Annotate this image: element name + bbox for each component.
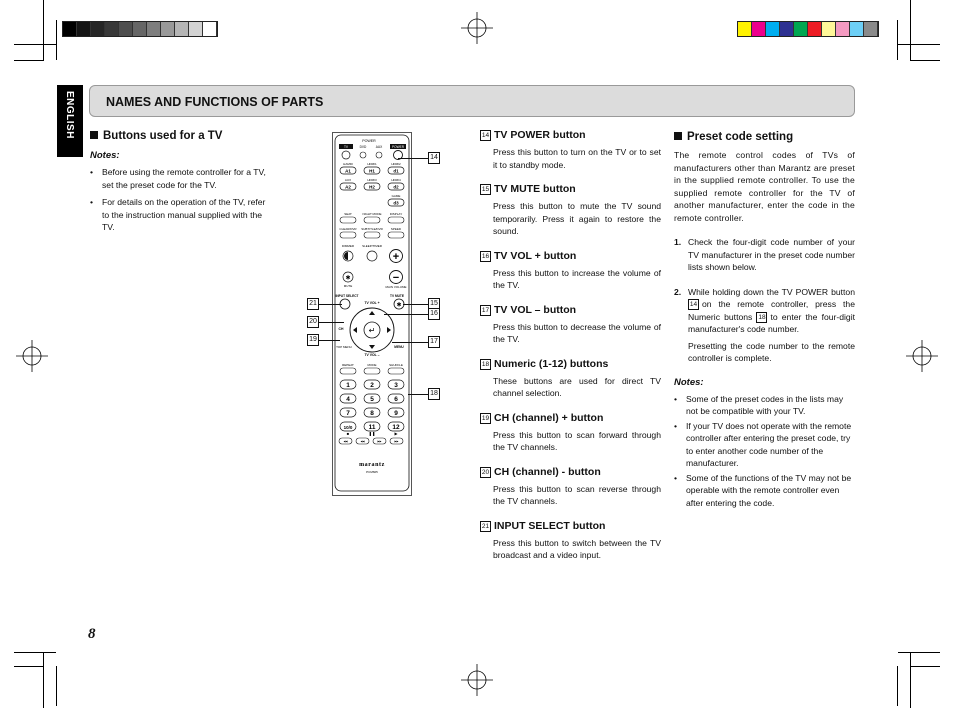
function-item [480,358,661,400]
remote-number-label: 6 [394,396,398,403]
function-item-number: 20 [481,468,490,476]
function-item-number: 14 [481,132,490,139]
play-icon: ▶ [394,431,398,436]
remote-number-label: 8 [370,410,374,417]
callout-20: 20 [307,316,319,328]
remote-label: AUX [344,178,352,182]
left-column [90,130,272,234]
ref-18: 18 [758,313,766,321]
remote-label: MUTE [343,284,353,288]
function-item [480,250,661,292]
function-item-title: 16 TV VOL + button [481,249,577,262]
color-swatch [864,22,878,36]
function-item-title: 14 TV POWER button [481,129,586,141]
remote-tv-vol-plus-label: TV VOL + [364,301,380,305]
language-tab-label: ENGLISH [64,91,75,139]
function-item-title: 18 Numeric (1-12) buttons [481,357,609,370]
color-swatch [808,22,822,36]
remote-top-menu-label: TOP MENU [336,345,352,349]
remote-label: SHUFFLE [389,363,403,367]
color-swatch [738,22,752,36]
step-2-number: 2. [674,286,682,297]
pause-icon: ❚❚ [368,431,376,436]
remote-number-label: 5 [370,396,374,403]
function-item [480,520,661,562]
section-header [89,85,855,117]
function-item [480,129,661,171]
remote-function-button[interactable] [388,368,404,374]
function-item [480,304,661,346]
remote-label: MODE [367,363,377,367]
function-item-text: These buttons are used for direct TV channel selection. [493,375,661,398]
function-item-title: 19 CH (channel) + button [481,411,604,424]
remote-h1-label: H1 [369,168,375,174]
right-column [674,131,855,509]
function-item-text: Press this button to turn on the TV or to set it to standby mode. [493,147,661,170]
remote-subtitle-button[interactable] [364,232,380,238]
note-item: • Some of the preset codes in the lists may not be compatible with your TV. [674,393,844,416]
remote-tv-label: TV [343,145,349,149]
remote-d1-label: d1 [393,168,399,174]
color-swatch [203,22,217,36]
function-item-title: 21 INPUT SELECT button [481,519,606,532]
remote-number-label: 4 [346,396,350,403]
remote-label: HDMI4 [391,178,401,182]
cmyk-color-bar [737,21,879,37]
color-swatch [63,22,77,36]
tv-mute-icon: ✱ [396,302,402,309]
registration-target-right [906,340,938,372]
remote-label: NIGHT MODE [362,212,382,216]
remote-sleep-button[interactable] [367,251,377,261]
remote-number-label: 2 [370,382,374,389]
remote-label: DIMMER [341,244,355,248]
remote-dvd-label: DVD [359,145,367,149]
right-column-title: Preset code setting [674,131,855,143]
remote-h2-label: H2 [369,184,375,190]
remote-night-button[interactable] [364,217,380,223]
note-item: • Before using the remote controller for a TV, set the preset code for the TV. [90,167,266,190]
color-swatch [147,22,161,36]
note-item: • If your TV does not operate with the remote controller after entering the preset code, try to enter another code number of the manufacturer. [674,420,852,468]
bullet-icon: • [90,167,94,177]
color-swatch [161,22,175,36]
function-item-number: 16 [481,252,490,260]
notes-label: Notes: [90,150,120,161]
mute-icon: ✱ [345,275,351,282]
remote-power-label: POWER [362,139,376,143]
remote-d2-label: d2 [393,184,399,190]
bullet-icon: • [90,197,94,207]
note-item: • Some of the functions of the TV may not be operable with the remote controller even after entering the code. [674,472,852,508]
remote-number-label: 7 [346,410,350,417]
remote-model-label: PCM605 [366,470,378,474]
remote-game-label: GAME [391,194,401,198]
function-item [480,412,661,454]
function-item [480,466,661,508]
middle-column [480,129,661,562]
color-swatch [766,22,780,36]
remote-power-tab-label: POWER [391,145,405,149]
callout-19: 19 [307,334,319,346]
function-item-number: 18 [481,360,490,368]
color-swatch [189,22,203,36]
color-swatch [794,22,808,36]
page-number: 8 [88,626,96,642]
remote-number-label: 3 [394,382,398,389]
remote-seat-button[interactable] [340,217,356,223]
remote-aux-label: AUX [375,145,383,149]
remote-label: HDMI1 [367,162,377,166]
remote-label: CLEAR/DVR [339,227,357,231]
note-item: • For details on the operation of the TV, refer to the instruction manual supplied with the TV. [90,197,266,232]
function-item [480,183,661,238]
bullet-icon: • [674,420,678,431]
function-item-text: Press this button to mute the TV sound temporarily. Press it again to restore the sound. [493,201,661,236]
function-item-number: 15 [481,186,490,193]
remote-label: DISPLAY [389,212,403,216]
function-item-title: 20 CH (channel) - button [481,465,601,478]
remote-number-label: 11 [368,424,376,431]
step-1: 1. Check the four-digit code number of your TV manufacturer in the preset code number lists shown below. [674,237,855,272]
remote-control-illustration [333,133,411,493]
remote-brand-logo: marantz [359,462,385,468]
remote-a1-label: A1 [345,168,351,174]
step-1-number: 1. [674,237,682,247]
enter-icon: ↵ [368,326,376,335]
function-item-title: 17 TV VOL – button [481,303,577,316]
remote-label: HAMDI [343,162,353,166]
function-item-text: Press this button to decrease the volume of the TV. [493,321,661,344]
color-swatch [850,22,864,36]
stop-icon: ■ [346,431,350,436]
remote-label: MAIN VOLUME [385,285,407,289]
color-swatch [822,22,836,36]
remote-clear-button[interactable] [340,232,356,238]
callout-17: 17 [428,336,440,348]
bullet-icon: • [674,472,678,483]
remote-display-button[interactable] [388,217,404,223]
color-swatch [91,22,105,36]
callout-16: 16 [428,308,440,320]
remote-label: SPEED [390,227,402,231]
remote-menu-label: MENU [394,345,404,349]
grayscale-color-bar [62,21,218,37]
remote-tv-mute-label: TV MUTE [390,294,404,298]
function-item-number: 17 [481,306,490,314]
function-item-text: Press this button to scan reverse through the TV channels. [493,483,661,506]
remote-function-button[interactable] [340,368,356,374]
remote-number-label: 10/0 [343,425,353,430]
minus-icon: − [392,272,400,284]
section-title: NAMES AND FUNCTIONS OF PARTS [106,95,324,109]
remote-small-button[interactable] [376,152,382,158]
skip-back-icon: ◂◂ [343,438,348,444]
registration-target-left [16,340,48,372]
color-swatch [836,22,850,36]
forward-icon: ▸▸ [377,438,382,444]
remote-label: SUBTITLE/DVR [361,227,383,231]
color-swatch [175,22,189,36]
remote-speed-button[interactable] [388,232,404,238]
registration-target-bottom [461,664,493,696]
remote-small-button[interactable] [360,152,366,158]
rewind-icon: ◂◂ [360,438,365,444]
remote-d3-label: d3 [393,200,399,206]
color-swatch [77,22,91,36]
remote-standby-button[interactable] [342,151,350,159]
remote-label: HDMI3 [367,178,377,182]
right-notes [674,393,855,510]
color-swatch [105,22,119,36]
remote-number-label: 1 [346,382,350,389]
function-item-title: 15 TV MUTE button [481,183,576,195]
plus-icon: + [392,251,400,263]
color-swatch [780,22,794,36]
function-item-text: Press this button to switch between the TV broadcast and a video input. [493,537,661,560]
function-item-text: Press this button to scan forward through the TV channels. [493,429,661,452]
right-notes-label: Notes: [674,376,704,388]
function-item-number: 21 [481,522,490,530]
square-bullet-icon [90,131,98,139]
left-column-title: Buttons used for a TV [90,130,272,142]
preset-intro: The remote control codes of TVs of manufacturers other than Marantz are preset in the supplied remote controller. To use the supplied remote controller for the TV of another manufacturer, enter the code in the remote controller. [674,150,855,223]
callout-15: 15 [428,298,440,310]
remote-tv-vol-minus-label: TV VOL – [364,353,380,357]
language-tab [57,85,83,157]
registration-target-top [461,12,493,44]
remote-label: SEAT [344,212,352,216]
step-2-note: Presetting the code number to the remote controller is complete. [688,340,855,363]
color-swatch [133,22,147,36]
color-swatch [119,22,133,36]
remote-ch-label: CH [338,327,344,331]
function-item-text: Press this button to increase the volume of the TV. [493,267,661,290]
square-bullet-icon [674,132,682,140]
bullet-icon: • [674,393,678,404]
remote-label: HDMI2 [391,162,401,166]
callout-21: 21 [307,298,319,310]
color-swatch [752,22,766,36]
remote-input-select-label: INPUT SELECT [335,294,359,298]
callout-14: 14 [428,152,440,164]
remote-function-button[interactable] [364,368,380,374]
function-item-number: 19 [481,414,490,422]
step-2: 2. While holding down the TV POWER button 14 on the remote controller, press the Numeric buttons 18 to enter the four-digit manufacturer's code number. Presetting the code number to the remote controller is complete. [674,286,855,363]
skip-forward-icon: ▸▸ [394,438,399,444]
remote-number-label: 9 [394,410,398,417]
remote-number-label: 12 [392,424,400,431]
ref-14: 14 [689,301,698,308]
remote-a2-label: A2 [345,184,351,190]
remote-label: REPEAT [342,363,354,367]
callout-18: 18 [428,388,440,400]
remote-label: SLEEP/TIMER [362,244,382,248]
